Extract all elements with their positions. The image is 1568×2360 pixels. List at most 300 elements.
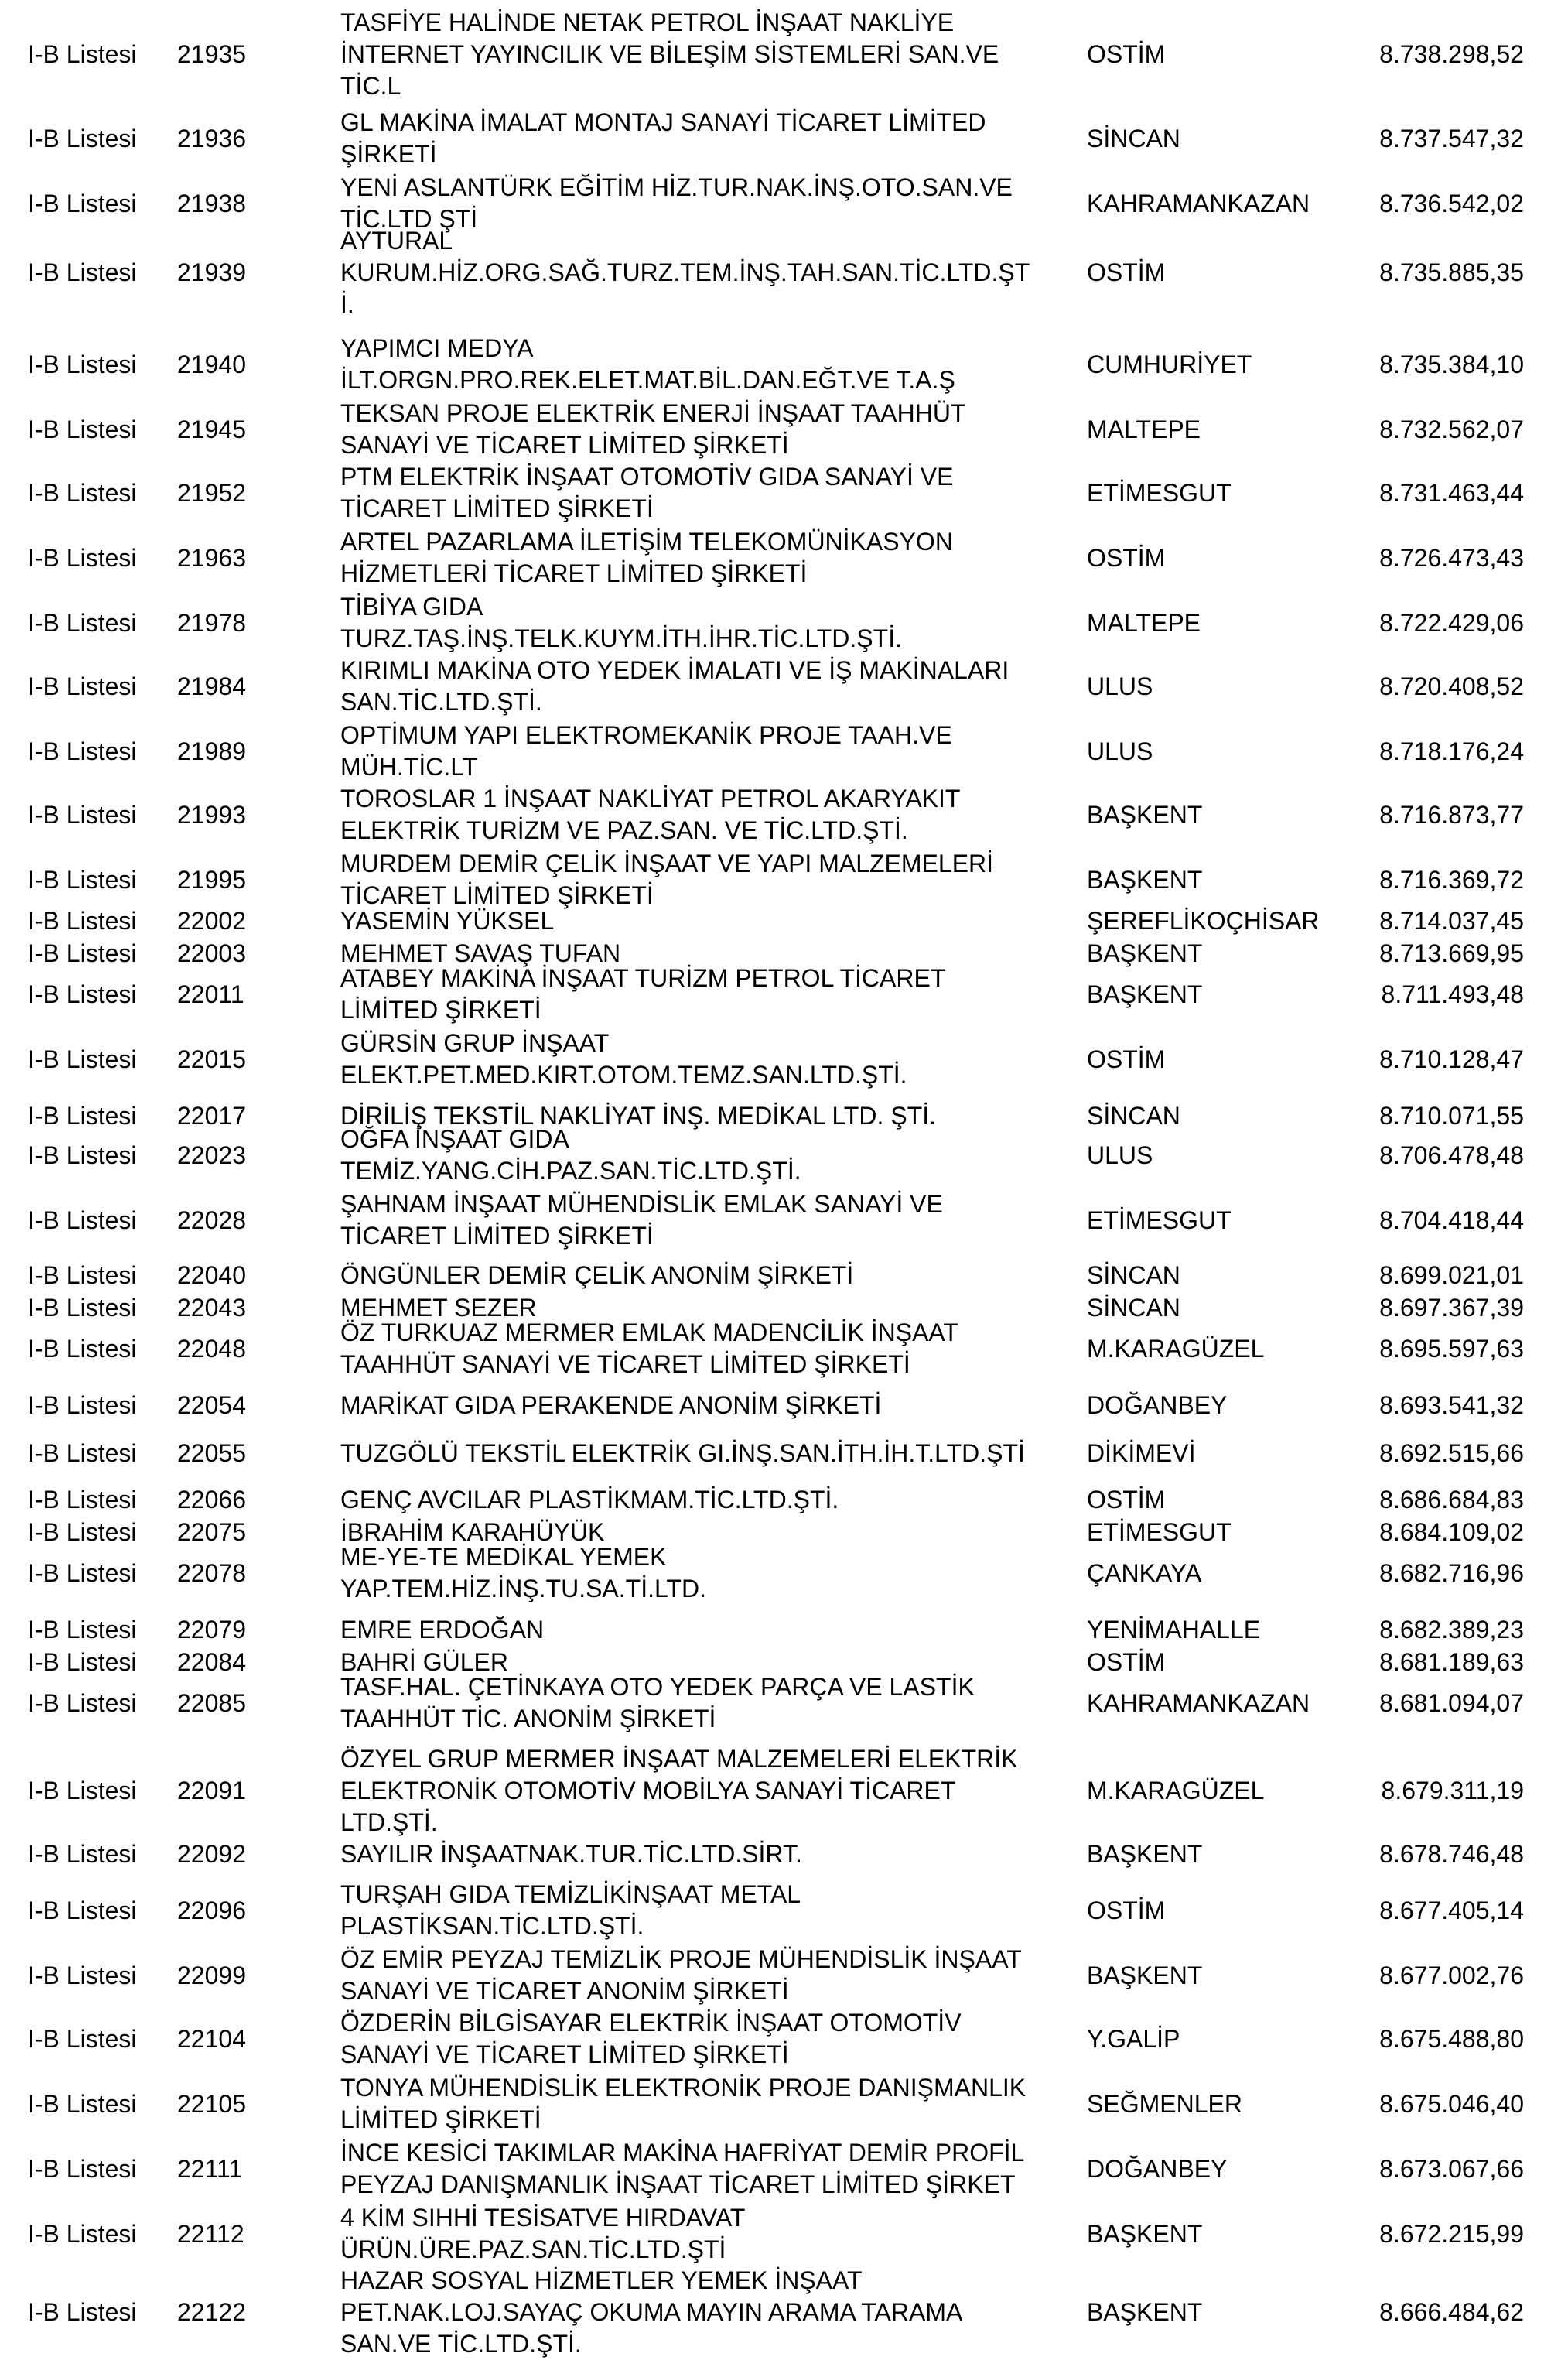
district-cell bbox=[1087, 2015, 1365, 2063]
number-cell bbox=[177, 224, 332, 320]
amount-cell bbox=[1346, 1614, 1524, 1645]
number-cell-text: 22066 bbox=[177, 1485, 246, 1513]
number-cell-text: 22078 bbox=[177, 1558, 246, 1587]
name-cell bbox=[340, 1029, 1083, 1089]
district-cell-text: SİNCAN bbox=[1087, 124, 1180, 152]
district-cell bbox=[1087, 1325, 1365, 1373]
amount-cell bbox=[1346, 1260, 1524, 1291]
name-cell bbox=[340, 2204, 1083, 2263]
amount-cell-text: 8.704.418,44 bbox=[1379, 1206, 1524, 1234]
list-cell bbox=[28, 6, 175, 102]
list-cell bbox=[28, 405, 175, 453]
amount-cell-text: 8.686.684,83 bbox=[1379, 1485, 1524, 1513]
number-cell bbox=[177, 534, 332, 582]
list-cell bbox=[28, 1517, 175, 1548]
district-cell-text: DOĞANBEY bbox=[1087, 1390, 1228, 1419]
district-cell bbox=[1087, 1743, 1365, 1838]
name-cell-text: TİBİYA GIDA TURZ.TAŞ.İNŞ.TELK.KUYM.İTH.İHR.TİC.LTD.ŞTİ. bbox=[340, 593, 902, 652]
amount-cell-text: 8.736.542,02 bbox=[1379, 189, 1524, 217]
number-cell bbox=[177, 1549, 332, 1597]
amount-cell bbox=[1346, 1438, 1524, 1469]
table-row bbox=[0, 1190, 1568, 1250]
list-cell-text: I-B Listesi bbox=[28, 2219, 137, 2248]
table-row bbox=[0, 964, 1568, 1024]
list-cell-text: I-B Listesi bbox=[28, 39, 137, 68]
amount-cell-text: 8.684.109,02 bbox=[1379, 1517, 1524, 1546]
list-cell-text: I-B Listesi bbox=[28, 1839, 137, 1868]
amount-cell bbox=[1346, 1131, 1524, 1179]
amount-cell bbox=[1346, 662, 1524, 710]
number-cell bbox=[177, 115, 332, 162]
district-cell-text: SİNCAN bbox=[1087, 1101, 1180, 1130]
amount-cell bbox=[1346, 1549, 1524, 1597]
list-cell-text: I-B Listesi bbox=[28, 350, 137, 378]
name-cell-text: MARİKAT GIDA PERAKENDE ANONİM ŞİRKETİ bbox=[340, 1390, 882, 1419]
name-cell bbox=[340, 2139, 1083, 2198]
number-cell-text: 22002 bbox=[177, 906, 246, 935]
name-cell bbox=[340, 1125, 1083, 1185]
amount-cell bbox=[1346, 405, 1524, 453]
name-cell-text: SAYILIR İNŞAATNAK.TUR.TİC.LTD.SİRT. bbox=[340, 1839, 802, 1868]
name-cell bbox=[340, 905, 1083, 936]
amount-cell bbox=[1346, 115, 1524, 162]
district-cell bbox=[1087, 1549, 1365, 1597]
table-row bbox=[0, 1029, 1568, 1089]
list-cell bbox=[28, 1438, 175, 1469]
number-cell bbox=[177, 1260, 332, 1291]
number-cell-text: 22096 bbox=[177, 1896, 246, 1924]
table-row bbox=[0, 1673, 1568, 1732]
list-cell bbox=[28, 1035, 175, 1083]
district-cell-text: MALTEPE bbox=[1087, 415, 1201, 443]
number-cell bbox=[177, 1838, 332, 1869]
amount-cell bbox=[1346, 599, 1524, 647]
list-cell bbox=[28, 905, 175, 936]
list-cell bbox=[28, 856, 175, 904]
name-cell-text: OĞFA İNŞAAT GIDA TEMİZ.YANG.CİH.PAZ.SAN.TİC.LTD.ŞTİ. bbox=[340, 1125, 801, 1185]
district-cell-text: ETİMESGUT bbox=[1087, 1517, 1232, 1546]
amount-cell-text: 8.692.515,66 bbox=[1379, 1438, 1524, 1467]
name-cell-text: MURDEM DEMİR ÇELİK İNŞAAT VE YAPI MALZEMELERİ TİCARET LİMİTED ŞİRKETİ bbox=[340, 850, 994, 909]
amount-cell-text: 8.738.298,52 bbox=[1379, 39, 1524, 68]
amount-cell bbox=[1346, 1743, 1524, 1838]
name-cell bbox=[340, 1484, 1083, 1515]
district-cell bbox=[1087, 1035, 1365, 1083]
number-cell bbox=[177, 1196, 332, 1244]
name-cell-text: TOROSLAR 1 İNŞAAT NAKLİYAT PETROL AKARYAKIT ELEKTRİK TURİZM VE PAZ.SAN. VE TİC.LTD.ŞTİ. bbox=[340, 785, 961, 844]
amount-cell-text: 8.678.746,48 bbox=[1379, 1839, 1524, 1868]
list-cell-text: I-B Listesi bbox=[28, 1141, 137, 1169]
amount-cell-text: 8.732.562,07 bbox=[1379, 415, 1524, 443]
list-cell-text: I-B Listesi bbox=[28, 1293, 137, 1322]
list-cell-text: I-B Listesi bbox=[28, 1517, 137, 1546]
number-cell-text: 21945 bbox=[177, 415, 246, 443]
district-cell-text: BAŞKENT bbox=[1087, 2219, 1203, 2248]
name-cell-text: ÖZDERİN BİLGİSAYAR ELEKTRİK İNŞAAT OTOMOTİV SANAYİ VE TİCARET LİMİTED ŞİRKETİ bbox=[340, 2009, 962, 2068]
district-cell-text: ŞEREFLİKOÇHİSAR bbox=[1087, 906, 1320, 935]
table-row bbox=[0, 173, 1568, 233]
district-cell bbox=[1087, 469, 1365, 517]
number-cell-text: 21935 bbox=[177, 39, 246, 68]
amount-cell bbox=[1346, 1292, 1524, 1323]
name-cell bbox=[340, 964, 1083, 1024]
number-cell bbox=[177, 1647, 332, 1678]
name-cell-text: ME-YE-TE MEDİKAL YEMEK YAP.TEM.HİZ.İNŞ.TU.SA.Tİ.LTD. bbox=[340, 1543, 706, 1602]
district-cell-text: ULUS bbox=[1087, 1141, 1153, 1169]
amount-cell-text: 8.716.369,72 bbox=[1379, 865, 1524, 894]
list-cell-text: I-B Listesi bbox=[28, 2089, 137, 2118]
district-cell-text: BAŞKENT bbox=[1087, 1961, 1203, 1989]
table-row bbox=[0, 1517, 1568, 1548]
name-cell bbox=[340, 850, 1083, 909]
number-cell-text: 22111 bbox=[177, 2154, 243, 2183]
amount-cell-text: 8.720.408,52 bbox=[1379, 672, 1524, 700]
amount-cell bbox=[1346, 340, 1524, 388]
number-cell-text: 21963 bbox=[177, 543, 246, 572]
amount-cell bbox=[1346, 938, 1524, 969]
number-cell bbox=[177, 1517, 332, 1548]
name-cell-text: YAPIMCI MEDYA İLT.ORGN.PRO.REK.ELET.MAT.BİL.DAN.EĞT.VE T.A.Ş bbox=[340, 334, 955, 394]
number-cell bbox=[177, 1951, 332, 1999]
name-cell-text: MEHMET SEZER bbox=[340, 1293, 537, 1322]
district-cell bbox=[1087, 6, 1365, 102]
number-cell-text: 22043 bbox=[177, 1293, 246, 1322]
district-cell bbox=[1087, 1196, 1365, 1244]
list-cell-text: I-B Listesi bbox=[28, 1896, 137, 1924]
name-cell-text: GÜRSİN GRUP İNŞAAT ELEKT.PET.MED.KIRT.OTOM.TEMZ.SAN.LTD.ŞTİ. bbox=[340, 1029, 907, 1089]
name-cell bbox=[340, 785, 1083, 844]
name-cell bbox=[340, 224, 1083, 320]
number-cell-text: 22099 bbox=[177, 1961, 246, 1989]
district-cell bbox=[1087, 1517, 1365, 1548]
list-cell bbox=[28, 1292, 175, 1323]
name-cell bbox=[340, 173, 1083, 233]
name-cell-text: ÖNGÜNLER DEMİR ÇELİK ANONİM ŞİRKETİ bbox=[340, 1260, 854, 1289]
number-cell-text: 21989 bbox=[177, 737, 246, 765]
name-cell-text: DİRİLİŞ TEKSTİL NAKLİYAT İNŞ. MEDİKAL LTD. ŞTİ. bbox=[340, 1101, 936, 1130]
district-cell bbox=[1087, 970, 1365, 1018]
district-cell-text: DİKİMEVİ bbox=[1087, 1438, 1196, 1467]
name-cell-text: EMRE ERDOĞAN bbox=[340, 1615, 545, 1643]
number-cell-text: 22079 bbox=[177, 1615, 246, 1643]
table-row bbox=[0, 1945, 1568, 2005]
amount-cell-text: 8.695.597,63 bbox=[1379, 1334, 1524, 1363]
amount-cell-text: 8.718.176,24 bbox=[1379, 737, 1524, 765]
district-cell-text: BAŞKENT bbox=[1087, 2297, 1203, 2326]
amount-cell bbox=[1346, 1196, 1524, 1244]
number-cell bbox=[177, 1100, 332, 1131]
table-row bbox=[0, 108, 1568, 168]
district-cell bbox=[1087, 1838, 1365, 1869]
list-cell bbox=[28, 938, 175, 969]
number-cell-text: 21993 bbox=[177, 800, 246, 829]
name-cell bbox=[340, 656, 1083, 716]
number-cell bbox=[177, 1292, 332, 1323]
name-cell bbox=[340, 2266, 1083, 2358]
amount-cell bbox=[1346, 1886, 1524, 1934]
district-cell-text: KAHRAMANKAZAN bbox=[1087, 189, 1310, 217]
number-cell bbox=[177, 1131, 332, 1179]
amount-cell bbox=[1346, 180, 1524, 227]
list-cell-text: I-B Listesi bbox=[28, 1334, 137, 1363]
name-cell bbox=[340, 1190, 1083, 1250]
number-cell-text: 22011 bbox=[177, 980, 244, 1008]
list-cell-text: I-B Listesi bbox=[28, 1688, 137, 1717]
list-cell bbox=[28, 224, 175, 320]
number-cell bbox=[177, 1325, 332, 1373]
number-cell-text: 22003 bbox=[177, 939, 246, 967]
number-cell-text: 21939 bbox=[177, 258, 246, 286]
district-cell bbox=[1087, 2145, 1365, 2193]
table-row bbox=[0, 721, 1568, 781]
name-cell-text: ÖZ TURKUAZ MERMER EMLAK MADENCİLİK İNŞAAT TAAHHÜT SANAYİ VE TİCARET LİMİTED ŞİRKETİ bbox=[340, 1319, 958, 1378]
number-cell-text: 21984 bbox=[177, 672, 246, 700]
list-cell bbox=[28, 727, 175, 775]
district-cell bbox=[1087, 938, 1365, 969]
list-cell bbox=[28, 1390, 175, 1421]
list-cell-text: I-B Listesi bbox=[28, 2024, 137, 2053]
amount-cell bbox=[1346, 2145, 1524, 2193]
table-row bbox=[0, 334, 1568, 394]
list-cell-text: I-B Listesi bbox=[28, 124, 137, 152]
amount-cell-text: 8.706.478,48 bbox=[1379, 1141, 1524, 1169]
name-cell-text: ÖZ EMİR PEYZAJ TEMİZLİK PROJE MÜHENDİSLİK İNŞAAT SANAYİ VE TİCARET ANONİM ŞİRKETİ bbox=[340, 1945, 1022, 2005]
table-row bbox=[0, 224, 1568, 320]
district-cell bbox=[1087, 856, 1365, 904]
number-cell-text: 22028 bbox=[177, 1206, 246, 1234]
number-cell-text: 22122 bbox=[177, 2297, 246, 2326]
amount-cell bbox=[1346, 970, 1524, 1018]
number-cell-text: 21940 bbox=[177, 350, 246, 378]
number-cell bbox=[177, 405, 332, 453]
district-cell-text: M.KARAGÜZEL bbox=[1087, 1334, 1265, 1363]
list-cell bbox=[28, 1679, 175, 1727]
number-cell bbox=[177, 599, 332, 647]
district-cell bbox=[1087, 599, 1365, 647]
district-cell-text: ETİMESGUT bbox=[1087, 1206, 1232, 1234]
number-cell bbox=[177, 727, 332, 775]
list-cell-text: I-B Listesi bbox=[28, 415, 137, 443]
list-cell bbox=[28, 1838, 175, 1869]
number-cell bbox=[177, 6, 332, 102]
table-row bbox=[0, 1880, 1568, 1940]
amount-cell-text: 8.682.389,23 bbox=[1379, 1615, 1524, 1643]
list-cell bbox=[28, 1325, 175, 1373]
number-cell-text: 22023 bbox=[177, 1141, 246, 1169]
list-cell bbox=[28, 534, 175, 582]
district-cell bbox=[1087, 905, 1365, 936]
table-row bbox=[0, 2266, 1568, 2358]
amount-cell-text: 8.681.094,07 bbox=[1379, 1688, 1524, 1717]
number-cell bbox=[177, 856, 332, 904]
number-cell bbox=[177, 2210, 332, 2258]
table-row bbox=[0, 905, 1568, 936]
amount-cell-text: 8.677.002,76 bbox=[1379, 1961, 1524, 1989]
number-cell bbox=[177, 1035, 332, 1083]
number-cell bbox=[177, 938, 332, 969]
amount-cell-text: 8.679.311,19 bbox=[1381, 1776, 1524, 1804]
amount-cell bbox=[1346, 1325, 1524, 1373]
number-cell bbox=[177, 1743, 332, 1838]
list-cell-text: I-B Listesi bbox=[28, 258, 137, 286]
district-cell-text: OSTİM bbox=[1087, 39, 1166, 68]
district-cell bbox=[1087, 727, 1365, 775]
district-cell-text: BAŞKENT bbox=[1087, 939, 1203, 967]
list-cell bbox=[28, 599, 175, 647]
name-cell-text: TONYA MÜHENDİSLİK ELEKTRONİK PROJE DANIŞMANLIK LİMİTED ŞİRKETİ bbox=[340, 2074, 1027, 2133]
list-cell-text: I-B Listesi bbox=[28, 800, 137, 829]
table-row bbox=[0, 1543, 1568, 1602]
amount-cell-text: 8.726.473,43 bbox=[1379, 543, 1524, 572]
number-cell bbox=[177, 791, 332, 839]
amount-cell bbox=[1346, 1838, 1524, 1869]
list-cell bbox=[28, 469, 175, 517]
district-cell-text: Y.GALİP bbox=[1087, 2024, 1180, 2053]
amount-cell bbox=[1346, 469, 1524, 517]
district-cell bbox=[1087, 340, 1365, 388]
district-cell bbox=[1087, 534, 1365, 582]
list-cell bbox=[28, 340, 175, 388]
list-cell bbox=[28, 2210, 175, 2258]
number-cell-text: 22104 bbox=[177, 2024, 246, 2053]
district-cell bbox=[1087, 2210, 1365, 2258]
number-cell bbox=[177, 1484, 332, 1515]
name-cell bbox=[340, 1543, 1083, 1602]
amount-cell-text: 8.710.071,55 bbox=[1379, 1101, 1524, 1130]
number-cell-text: 22017 bbox=[177, 1101, 246, 1130]
amount-cell-text: 8.737.547,32 bbox=[1379, 124, 1524, 152]
table-row bbox=[0, 785, 1568, 844]
name-cell-text: PTM ELEKTRİK İNŞAAT OTOMOTİV GIDA SANAYİ VE TİCARET LİMİTED ŞİRKETİ bbox=[340, 463, 954, 522]
district-cell bbox=[1087, 1292, 1365, 1323]
name-cell bbox=[340, 1390, 1083, 1421]
district-cell-text: ETİMESGUT bbox=[1087, 478, 1232, 507]
name-cell-text: TASF.HAL. ÇETİNKAYA OTO YEDEK PARÇA VE LASTİK TAAHHÜT TİC. ANONİM ŞİRKETİ bbox=[340, 1673, 975, 1732]
name-cell-text: 4 KİM SIHHİ TESİSATVE HIRDAVAT ÜRÜN.ÜRE.PAZ.SAN.TİC.LTD.ŞTİ bbox=[340, 2204, 746, 2263]
list-cell-text: I-B Listesi bbox=[28, 1438, 137, 1467]
name-cell bbox=[340, 2009, 1083, 2068]
district-cell-text: OSTİM bbox=[1087, 1647, 1166, 1676]
name-cell bbox=[340, 1743, 1083, 1838]
amount-cell bbox=[1346, 905, 1524, 936]
name-cell bbox=[340, 1945, 1083, 2005]
district-cell bbox=[1087, 1886, 1365, 1934]
list-cell-text: I-B Listesi bbox=[28, 1558, 137, 1587]
amount-cell-text: 8.731.463,44 bbox=[1379, 478, 1524, 507]
name-cell-text: YASEMİN YÜKSEL bbox=[340, 906, 555, 935]
amount-cell-text: 8.675.488,80 bbox=[1379, 2024, 1524, 2053]
district-cell bbox=[1087, 224, 1365, 320]
name-cell bbox=[340, 528, 1083, 587]
district-cell bbox=[1087, 405, 1365, 453]
amount-cell-text: 8.699.021,01 bbox=[1379, 1260, 1524, 1289]
amount-cell-text: 8.666.484,62 bbox=[1379, 2297, 1524, 2326]
district-cell bbox=[1087, 1484, 1365, 1515]
district-cell-text: BAŞKENT bbox=[1087, 980, 1203, 1008]
list-cell-text: I-B Listesi bbox=[28, 1101, 137, 1130]
number-cell bbox=[177, 970, 332, 1018]
name-cell-text: ARTEL PAZARLAMA İLETİŞİM TELEKOMÜNİKASYON HİZMETLERİ TİCARET LİMİTED ŞİRKETİ bbox=[340, 528, 953, 587]
amount-cell bbox=[1346, 2273, 1524, 2351]
table-row bbox=[0, 2009, 1568, 2068]
list-cell bbox=[28, 1951, 175, 1999]
name-cell bbox=[340, 1673, 1083, 1732]
table-row bbox=[0, 1484, 1568, 1515]
list-cell-text: I-B Listesi bbox=[28, 865, 137, 894]
amount-cell bbox=[1346, 2210, 1524, 2258]
amount-cell bbox=[1346, 534, 1524, 582]
list-cell bbox=[28, 2080, 175, 2128]
name-cell bbox=[340, 108, 1083, 168]
district-cell-text: DOĞANBEY bbox=[1087, 2154, 1228, 2183]
number-cell-text: 22091 bbox=[177, 1776, 246, 1804]
number-cell-text: 22092 bbox=[177, 1839, 246, 1868]
table-row bbox=[0, 850, 1568, 909]
number-cell bbox=[177, 1614, 332, 1645]
district-cell bbox=[1087, 791, 1365, 839]
name-cell bbox=[340, 1319, 1083, 1378]
district-cell-text: ULUS bbox=[1087, 737, 1153, 765]
list-cell bbox=[28, 180, 175, 227]
list-cell-text: I-B Listesi bbox=[28, 672, 137, 700]
list-cell bbox=[28, 1196, 175, 1244]
district-cell bbox=[1087, 1100, 1365, 1131]
list-cell bbox=[28, 115, 175, 162]
name-cell-text: GENÇ AVCILAR PLASTİKMAM.TİC.LTD.ŞTİ. bbox=[340, 1485, 839, 1513]
number-cell bbox=[177, 1390, 332, 1421]
name-cell-text: MEHMET SAVAŞ TUFAN bbox=[340, 939, 621, 967]
list-cell bbox=[28, 2145, 175, 2193]
number-cell-text: 22015 bbox=[177, 1045, 246, 1073]
amount-cell bbox=[1346, 1390, 1524, 1421]
amount-cell-text: 8.714.037,45 bbox=[1379, 906, 1524, 935]
name-cell bbox=[340, 1614, 1083, 1645]
number-cell-text: 21978 bbox=[177, 608, 246, 637]
amount-cell bbox=[1346, 1951, 1524, 1999]
list-cell bbox=[28, 662, 175, 710]
name-cell-text: TASFİYE HALİNDE NETAK PETROL İNŞAAT NAKLİYE İNTERNET YAYINCILIK VE BİLEŞİM SİSTEMLERİ SAN.VE TİC.L bbox=[340, 8, 999, 100]
name-cell-text: ÖZYEL GRUP MERMER İNŞAAT MALZEMELERİ ELEKTRİK ELEKTRONİK OTOMOTİV MOBİLYA SANAYİ TİCARET LTD.ŞTİ. bbox=[340, 1744, 1018, 1836]
district-cell-text: OSTİM bbox=[1087, 258, 1166, 286]
table-row bbox=[0, 2204, 1568, 2263]
number-cell bbox=[177, 2080, 332, 2128]
number-cell bbox=[177, 2015, 332, 2063]
name-cell bbox=[340, 1438, 1083, 1469]
district-cell-text: MALTEPE bbox=[1087, 608, 1201, 637]
name-cell-text: ŞAHNAM İNŞAAT MÜHENDİSLİK EMLAK SANAYİ VE TİCARET LİMİTED ŞİRKETİ bbox=[340, 1190, 943, 1250]
name-cell-text: TEKSAN PROJE ELEKTRİK ENERJİ İNŞAAT TAAHHÜT SANAYİ VE TİCARET LİMİTED ŞİRKETİ bbox=[340, 399, 966, 459]
list-cell bbox=[28, 1549, 175, 1597]
amount-cell bbox=[1346, 791, 1524, 839]
district-cell-text: OSTİM bbox=[1087, 1485, 1166, 1513]
list-cell-text: I-B Listesi bbox=[28, 1961, 137, 1989]
number-cell-text: 22055 bbox=[177, 1438, 246, 1467]
number-cell bbox=[177, 340, 332, 388]
amount-cell bbox=[1346, 1484, 1524, 1515]
name-cell bbox=[340, 721, 1083, 781]
list-cell bbox=[28, 970, 175, 1018]
number-cell-text: 21952 bbox=[177, 478, 246, 507]
district-cell-text: YENİMAHALLE bbox=[1087, 1615, 1261, 1643]
district-cell-text: ÇANKAYA bbox=[1087, 1558, 1202, 1587]
list-cell-text: I-B Listesi bbox=[28, 1390, 137, 1419]
district-cell-text: M.KARAGÜZEL bbox=[1087, 1776, 1265, 1804]
amount-cell-text: 8.710.128,47 bbox=[1379, 1045, 1524, 1073]
district-cell-text: BAŞKENT bbox=[1087, 1839, 1203, 1868]
list-cell-text: I-B Listesi bbox=[28, 980, 137, 1008]
table-row bbox=[0, 1319, 1568, 1378]
name-cell bbox=[340, 593, 1083, 652]
